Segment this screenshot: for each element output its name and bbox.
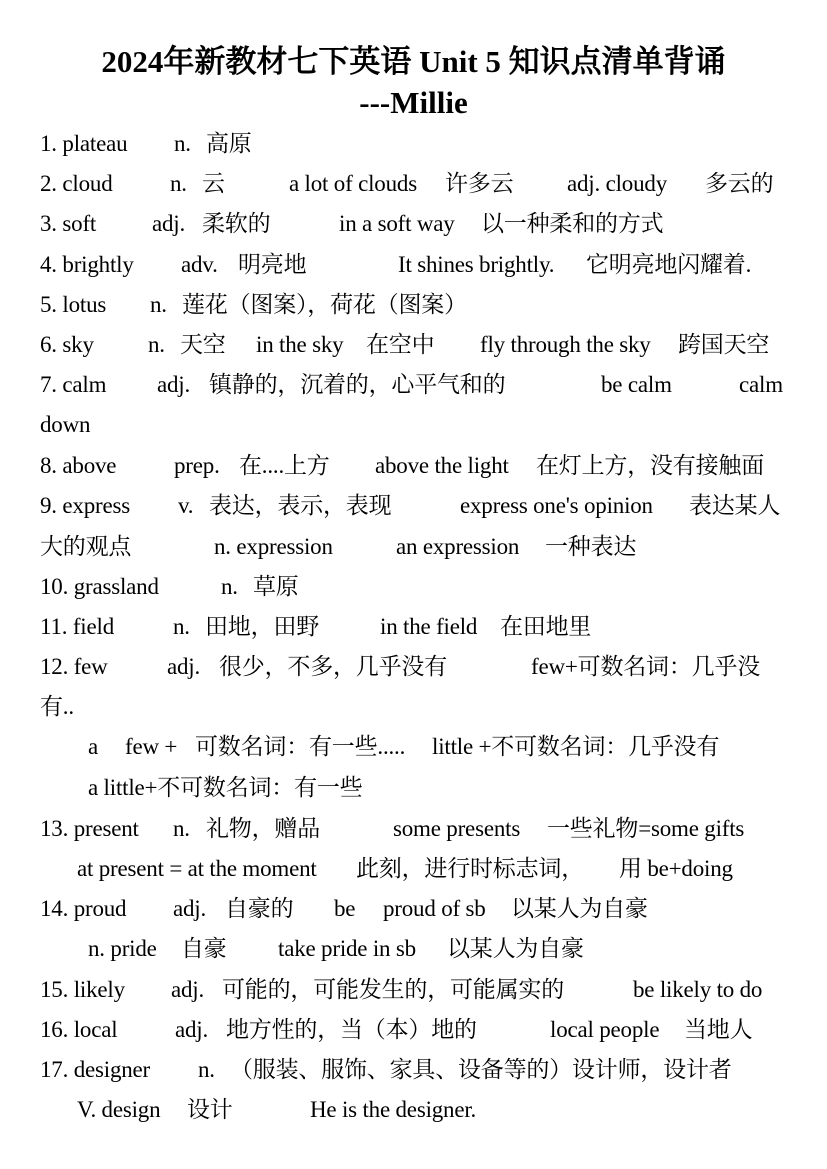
text-segment: 8. above [40, 453, 117, 478]
text-segment: in a soft way [339, 211, 455, 236]
text-segment: take pride in sb [278, 936, 416, 961]
text-segment: 在空中 [366, 332, 435, 357]
text-segment: calm [739, 372, 783, 397]
text-segment: 云 [202, 171, 225, 196]
text-segment: 15. likely [40, 977, 125, 1002]
text-segment: proud of sb [383, 896, 486, 921]
text-segment: 11. field [40, 614, 114, 639]
text-segment: be calm [601, 372, 672, 397]
text-segment: v. [178, 493, 194, 518]
text-line [0, 1096, 827, 1124]
text-segment: be likely to do [633, 977, 763, 1002]
text-segment: 很少，不多，几乎没有 [219, 654, 448, 679]
text-segment: 以某人为自豪 [511, 896, 648, 921]
text-segment: 天空 [180, 332, 226, 357]
text-segment: 田地，田野 [205, 614, 320, 639]
text-segment: 柔软的 [202, 211, 271, 236]
text-segment: 用 be+doing [619, 856, 733, 881]
text-segment: 高原 [206, 131, 252, 156]
text-segment: 可数名词：有一些..... [195, 734, 406, 759]
text-line [0, 1056, 827, 1084]
text-segment: 莲花（图案），荷花（图案） [182, 292, 467, 317]
text-segment: 设计 [187, 1097, 233, 1122]
text-segment: 7. calm [40, 372, 107, 397]
text-segment: few+可数名词：几乎没 [531, 654, 761, 679]
text-line [0, 693, 827, 721]
text-segment: 2. cloud [40, 171, 113, 196]
text-segment: adj. [175, 1017, 209, 1042]
text-line [0, 452, 827, 480]
text-line [0, 935, 827, 963]
text-segment: fly through the sky [480, 332, 651, 357]
text-segment: 在....上方 [239, 453, 330, 478]
text-segment: n. [173, 614, 190, 639]
text-segment: be [334, 896, 356, 921]
text-segment: 在灯上方，没有接触面 [536, 453, 765, 478]
text-segment: adj. [152, 211, 186, 236]
text-line [0, 613, 827, 641]
text-line [0, 733, 827, 761]
text-segment: 表达，表示，表现 [209, 493, 392, 518]
text-segment: a lot of clouds [289, 171, 417, 196]
text-segment: 5. lotus [40, 292, 107, 317]
text-segment: adj. [171, 977, 205, 1002]
text-segment: down [40, 412, 91, 437]
text-segment: adj. cloudy [567, 171, 667, 196]
text-segment: It shines brightly. [398, 252, 555, 277]
text-line [0, 653, 827, 681]
text-segment: 1. plateau [40, 131, 128, 156]
text-segment: 自豪的 [225, 896, 294, 921]
text-segment: 表达某人 [689, 493, 781, 518]
text-segment: 9. express [40, 493, 130, 518]
text-segment: V. design [77, 1097, 161, 1122]
text-segment: in the field [380, 614, 478, 639]
text-segment: some presents [393, 816, 521, 841]
text-segment: 一些礼物=some gifts [547, 816, 745, 841]
text-segment: a little+不可数名词：有一些 [88, 775, 363, 800]
text-segment: little +不可数名词：几乎没有 [432, 734, 720, 759]
text-segment: 地方性的，当（本）地的 [226, 1017, 477, 1042]
text-segment: n. [174, 131, 191, 156]
text-segment: 多云的 [705, 171, 774, 196]
text-segment: a [88, 734, 99, 759]
text-segment: prep. [174, 453, 220, 478]
document-author: ---Millie [359, 85, 468, 120]
text-segment: 它明亮地闪耀着. [586, 252, 752, 277]
text-segment: 以一种柔和的方式 [481, 211, 664, 236]
text-segment: 镇静的，沉着的，心平气和的 [209, 372, 506, 397]
text-segment: 草原 [253, 574, 299, 599]
text-line [0, 411, 827, 439]
text-line [0, 976, 827, 1004]
text-segment: 跨国天空 [678, 332, 770, 357]
text-segment: adj. [173, 896, 207, 921]
text-line [0, 855, 827, 883]
text-segment: （服装、服饰、家具、设备等的）设计师，设计者 [230, 1057, 732, 1082]
text-segment: 14. proud [40, 896, 127, 921]
text-segment: adj. [157, 372, 191, 397]
text-segment: n. expression [214, 534, 333, 559]
text-line [0, 331, 827, 359]
text-segment: 礼物，赠品 [206, 816, 321, 841]
text-line [0, 573, 827, 601]
text-segment: adj. [167, 654, 201, 679]
text-segment: 一种表达 [545, 534, 637, 559]
text-segment: at present = at the moment [77, 856, 317, 881]
text-line [0, 371, 827, 399]
text-segment: an expression [396, 534, 520, 559]
text-segment: above the light [375, 453, 509, 478]
text-segment: n. [150, 292, 167, 317]
text-line [0, 492, 827, 520]
text-segment: express one's opinion [460, 493, 653, 518]
text-segment: n. [221, 574, 238, 599]
text-segment: 17. designer [40, 1057, 151, 1082]
text-line [0, 774, 827, 802]
text-segment: 自豪 [181, 936, 227, 961]
text-segment: 在田地里 [500, 614, 592, 639]
text-segment: 有.. [40, 694, 74, 719]
text-segment: 当地人 [684, 1017, 753, 1042]
text-line [0, 251, 827, 279]
text-line [0, 210, 827, 238]
text-line [0, 533, 827, 561]
text-segment: 13. present [40, 816, 139, 841]
text-segment: 6. sky [40, 332, 94, 357]
document-title: 2024年新教材七下英语 Unit 5 知识点清单背诵 [101, 44, 726, 79]
text-segment: few + [125, 734, 178, 759]
text-segment: 12. few [40, 654, 108, 679]
text-line [0, 291, 827, 319]
text-line [0, 815, 827, 843]
text-segment: local people [550, 1017, 660, 1042]
text-segment: 此刻，进行时标志词， [356, 856, 585, 881]
text-segment: 许多云 [445, 171, 514, 196]
text-segment: 以某人为自豪 [447, 936, 584, 961]
text-line [0, 170, 827, 198]
text-segment: adv. [181, 252, 218, 277]
text-segment: n. [148, 332, 165, 357]
text-segment: n. pride [88, 936, 157, 961]
text-line [0, 1016, 827, 1044]
text-line [0, 130, 827, 158]
text-segment: 可能的，可能发生的，可能属实的 [222, 977, 565, 1002]
text-segment: 10. grassland [40, 574, 159, 599]
text-segment: 16. local [40, 1017, 118, 1042]
text-segment: 4. brightly [40, 252, 134, 277]
text-segment: 3. soft [40, 211, 97, 236]
text-line [0, 895, 827, 923]
text-segment: n. [173, 816, 190, 841]
text-segment: n. [198, 1057, 215, 1082]
text-segment: He is the designer. [310, 1097, 477, 1122]
text-segment: n. [170, 171, 187, 196]
text-segment: in the sky [256, 332, 344, 357]
text-segment: 明亮地 [238, 252, 307, 277]
text-segment: 大的观点 [40, 534, 132, 559]
